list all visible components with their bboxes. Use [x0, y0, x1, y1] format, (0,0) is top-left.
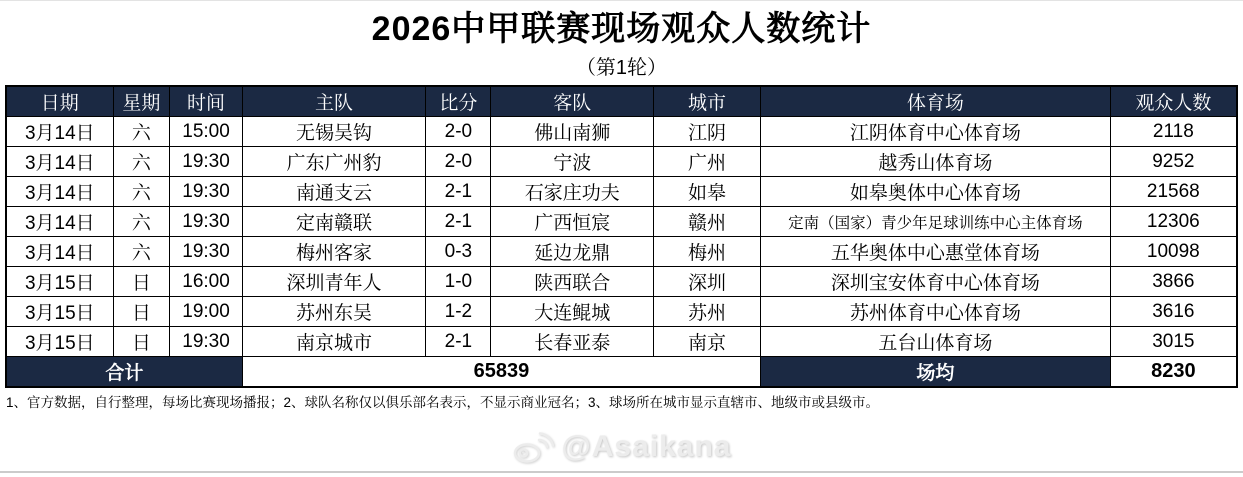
table-row [6, 237, 1237, 267]
footnote: 1、官方数据，自行整理，每场比赛现场播报；2、球队名称仅以俱乐部名表示，不显示商业冠名；3、球场所在城市显示直辖市、地级市或县级市。 [6, 395, 880, 410]
cell-away-team: 佛山南狮 [491, 117, 653, 147]
cell-home-team: 深圳青年人 [242, 267, 425, 297]
cell-date: 3月14日 [6, 177, 113, 207]
cell-attendance: 21568 [1110, 177, 1237, 207]
cell-date: 3月14日 [6, 147, 113, 177]
cell-attendance: 9252 [1110, 147, 1237, 177]
cell-attendance: 12306 [1110, 207, 1237, 237]
cell-away-team: 宁波 [491, 147, 653, 177]
cell-score: 0-3 [426, 237, 491, 267]
cell-stadium: 五华奥体中心惠堂体育场 [761, 237, 1111, 267]
column-header-stadium: 体育场 [761, 86, 1111, 117]
cell-score: 2-0 [426, 117, 491, 147]
summary-row [6, 357, 1237, 388]
cell-time: 19:30 [170, 147, 243, 177]
cell-score: 2-1 [426, 327, 491, 357]
table-row [6, 267, 1237, 297]
cell-stadium: 五台山体育场 [761, 327, 1111, 357]
cell-time: 19:30 [170, 237, 243, 267]
cell-weekday: 日 [113, 267, 170, 297]
cell-city: 广州 [653, 147, 760, 177]
cell-time: 19:30 [170, 327, 243, 357]
cell-away-team: 长春亚泰 [491, 327, 653, 357]
cell-date: 3月15日 [6, 297, 113, 327]
cell-city: 如皋 [653, 177, 760, 207]
table-row [6, 327, 1237, 357]
total-label: 合计 [6, 357, 242, 388]
cell-time: 19:30 [170, 177, 243, 207]
table-body [6, 117, 1237, 357]
cell-stadium: 如皋奥体中心体育场 [761, 177, 1111, 207]
cell-away-team: 广西恒宸 [491, 207, 653, 237]
cell-away-team: 陕西联合 [491, 267, 653, 297]
cell-time: 16:00 [170, 267, 243, 297]
cell-attendance: 3015 [1110, 327, 1237, 357]
cell-home-team: 无锡吴钩 [242, 117, 425, 147]
cell-home-team: 定南赣联 [242, 207, 425, 237]
cell-home-team: 梅州客家 [242, 237, 425, 267]
cell-date: 3月14日 [6, 207, 113, 237]
column-header-date: 日期 [6, 86, 113, 117]
cell-away-team: 延边龙鼎 [491, 237, 653, 267]
cell-attendance: 2118 [1110, 117, 1237, 147]
cell-date: 3月15日 [6, 327, 113, 357]
cell-weekday: 六 [113, 177, 170, 207]
cell-weekday: 日 [113, 297, 170, 327]
cell-weekday: 六 [113, 117, 170, 147]
page-title: 2026中甲联赛现场观众人数统计 [371, 10, 872, 48]
cell-score: 1-0 [426, 267, 491, 297]
table-row [6, 297, 1237, 327]
cell-date: 3月14日 [6, 237, 113, 267]
cell-city: 南京 [653, 327, 760, 357]
watermark-text: @Asaikana [561, 429, 732, 463]
column-header-away-team: 客队 [491, 86, 653, 117]
weibo-icon [511, 429, 553, 464]
page [0, 1, 1243, 463]
cell-weekday: 六 [113, 237, 170, 267]
average-value: 8230 [1110, 357, 1237, 388]
table-row [6, 117, 1237, 147]
column-header-home-team: 主队 [242, 86, 425, 117]
column-header-time: 时间 [170, 86, 243, 117]
cell-weekday: 六 [113, 207, 170, 237]
cell-time: 19:30 [170, 207, 243, 237]
average-label: 场均 [761, 357, 1111, 388]
bottom-divider [0, 471, 1243, 473]
cell-time: 15:00 [170, 117, 243, 147]
cell-date: 3月15日 [6, 267, 113, 297]
cell-attendance: 10098 [1110, 237, 1237, 267]
cell-weekday: 六 [113, 147, 170, 177]
cell-home-team: 南京城市 [242, 327, 425, 357]
cell-city: 江阴 [653, 117, 760, 147]
cell-away-team: 石家庄功夫 [491, 177, 653, 207]
cell-home-team: 苏州东吴 [242, 297, 425, 327]
cell-stadium: 苏州体育中心体育场 [761, 297, 1111, 327]
column-header-weekday: 星期 [113, 86, 170, 117]
column-header-attendance: 观众人数 [1110, 86, 1237, 117]
cell-score: 2-0 [426, 147, 491, 177]
cell-city: 苏州 [653, 297, 760, 327]
cell-city: 赣州 [653, 207, 760, 237]
watermark [511, 429, 731, 464]
cell-city: 深圳 [653, 267, 760, 297]
cell-stadium: 越秀山体育场 [761, 147, 1111, 177]
cell-attendance: 3616 [1110, 297, 1237, 327]
cell-stadium: 定南（国家）青少年足球训练中心主体育场 [761, 207, 1111, 237]
page-subtitle: （第1轮） [575, 57, 668, 79]
cell-attendance: 3866 [1110, 267, 1237, 297]
cell-score: 2-1 [426, 207, 491, 237]
cell-home-team: 广东广州豹 [242, 147, 425, 177]
cell-score: 2-1 [426, 177, 491, 207]
cell-stadium: 深圳宝安体育中心体育场 [761, 267, 1111, 297]
attendance-table [5, 85, 1238, 388]
cell-time: 19:00 [170, 297, 243, 327]
table-row [6, 177, 1237, 207]
cell-city: 梅州 [653, 237, 760, 267]
column-header-score: 比分 [426, 86, 491, 117]
cell-score: 1-2 [426, 297, 491, 327]
cell-away-team: 大连鲲城 [491, 297, 653, 327]
header-row [6, 86, 1237, 117]
cell-weekday: 日 [113, 327, 170, 357]
table-row [6, 147, 1237, 177]
total-value: 65839 [242, 357, 760, 388]
cell-stadium: 江阴体育中心体育场 [761, 117, 1111, 147]
cell-home-team: 南通支云 [242, 177, 425, 207]
table-row [6, 207, 1237, 237]
cell-date: 3月14日 [6, 117, 113, 147]
column-header-city: 城市 [653, 86, 760, 117]
